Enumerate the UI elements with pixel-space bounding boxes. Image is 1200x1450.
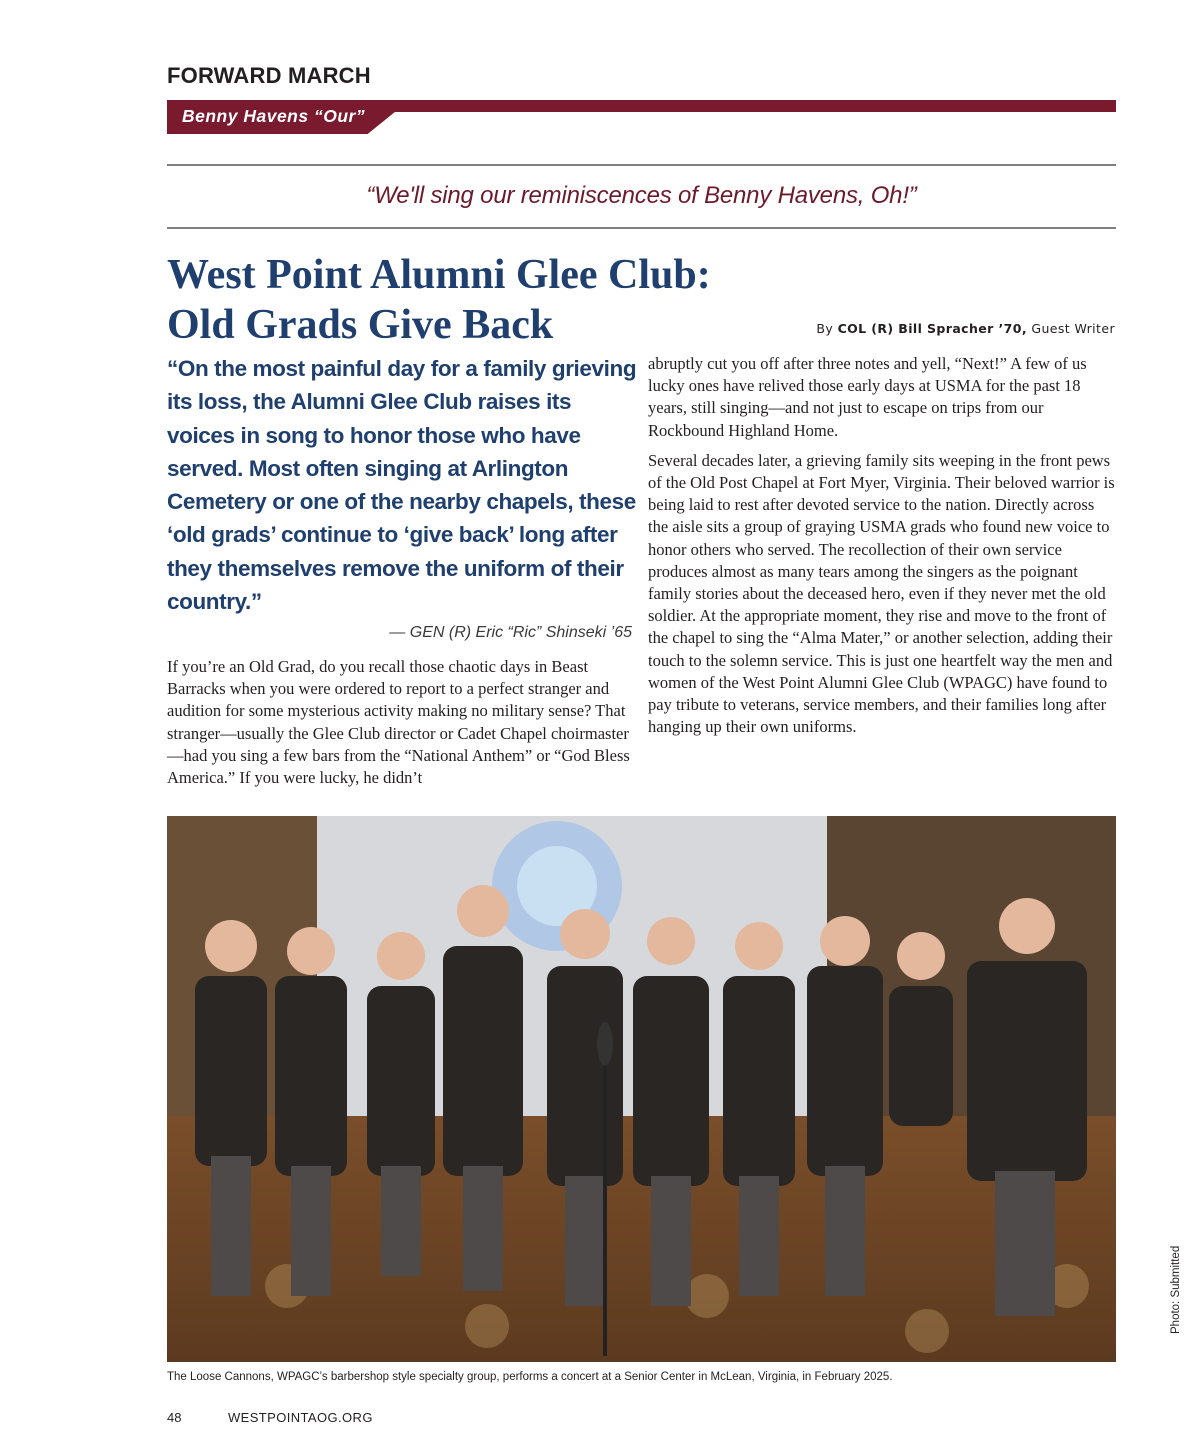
epigraph-rule-bottom	[167, 227, 1116, 229]
footer-website: WESTPOINTAOG.ORG	[228, 1410, 373, 1425]
epigraph-rule-top	[167, 164, 1116, 166]
byline-prefix: By	[816, 321, 834, 336]
title-line-1: West Point Alumni Glee Club:	[167, 252, 711, 298]
photo-caption: The Loose Cannons, WPAGC’s barbershop style specialty group, performs a concert at a Senior Center in McLean, Virginia, in February 2025.	[167, 1371, 893, 1383]
paragraph-1: If you’re an Old Grad, do you recall those chaotic days in Beast Barracks when you were ordered to report to a perfect stranger and audition for some mysterious activity making no military sense? That stranger—usually the Glee Club director or Cadet Chapel choirmaster—had you sing a few bars from the “National Anthem” or “God Bless America.” If you were lucky, he didn’t	[167, 657, 630, 788]
quote-attribution: — GEN (R) Eric “Ric” Shinseki ’65	[389, 624, 632, 641]
pull-quote: “On the most painful day for a family grieving its loss, the Alumni Glee Club raises its voices in song to honor those who have served. Most often singing at Arlington Cemetery or one of the nearby chapels, these ‘old grads’ continue to ‘give back’ long after they themselves remove the uniform of their country.”	[167, 356, 637, 615]
byline-author: COL (R) Bill Spracher ’70,	[837, 321, 1027, 336]
group-photo	[167, 816, 1116, 1362]
title-line-2: Old Grads Give Back	[167, 302, 554, 348]
byline	[816, 321, 1115, 336]
paragraph-1-continued: abruptly cut you off after three notes and yell, “Next!” A few of us lucky ones have relived those early days at USMA for the past 18 years, still singing—and not just to escape on trips from our Rockbound Highland Home.	[648, 354, 1087, 440]
article-title	[167, 250, 867, 350]
body-column-left	[167, 656, 635, 797]
photo-credit: Photo: Submitted	[1170, 1245, 1182, 1334]
body-column-right	[648, 353, 1116, 746]
paragraph-2: Several decades later, a grieving family sits weeping in the front pews of the Old Post Chapel at Fort Myer, Virginia. Their beloved warrior is being laid to rest after devoted service to the nation. Directly across the aisle sits a group of graying USMA grads who found new voice to honor others who served. The recollection of their own service produces almost as many tears among the singers as the poignant family stories about the deceased hero, even if they never met the old soldier. At the appropriate moment, they rise and move to the front of the chapel to sing the “Alma Mater,” or another selection, adding their touch to the solemn service. This is just one heartfelt way the men and women of the West Point Alumni Glee Club (WPAGC) have found to pay tribute to veterans, service members, and their families long after hanging up their own uniforms.	[648, 450, 1115, 737]
page-number: 48	[167, 1410, 182, 1425]
byline-role: Guest Writer	[1031, 321, 1115, 336]
column-name: Benny Havens “Our”	[182, 106, 366, 126]
section-title: FORWARD MARCH	[167, 63, 371, 88]
epigraph: “We'll sing our reminiscences of Benny Havens, Oh!”	[366, 182, 917, 209]
